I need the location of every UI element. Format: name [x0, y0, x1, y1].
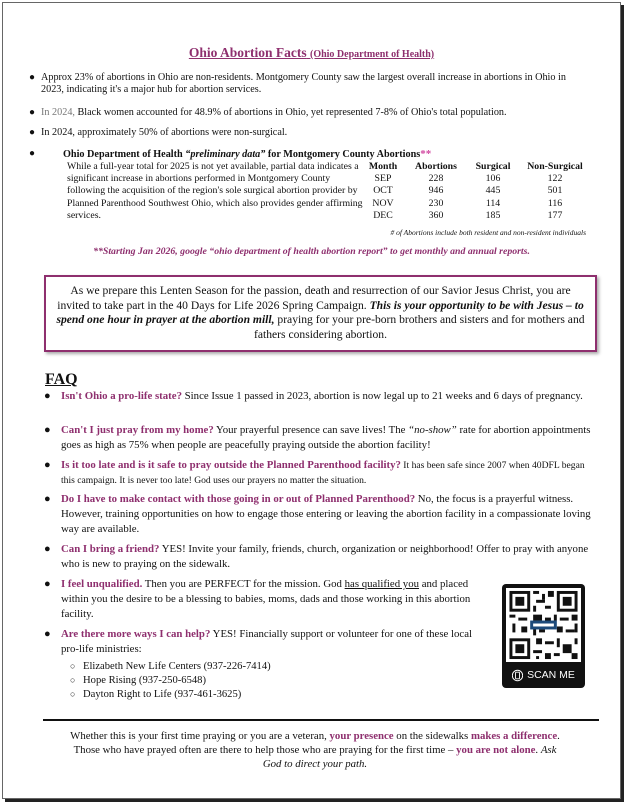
qr-code[interactable]	[502, 584, 585, 688]
faq-answer: YES! Financially support or volunteer for one of these local pro-life ministries:	[61, 628, 472, 656]
table-cell: 230	[428, 197, 444, 209]
faq-emphasis: “no-show”	[408, 424, 457, 436]
divider	[43, 719, 599, 721]
ministry-text: Hope Rising (937-250-6548)	[83, 675, 206, 686]
faq-item	[44, 577, 491, 623]
faq-item	[44, 423, 596, 453]
column-header: Month	[368, 161, 398, 172]
title-source: (Ohio Department of Health)	[309, 49, 435, 60]
abortion-stats-table	[362, 161, 592, 222]
circle-bullet-icon: ○	[70, 661, 76, 671]
faq-item	[44, 492, 596, 538]
table-footnote: # of Abortions include both resident and non-resident individuals	[390, 228, 586, 237]
faq-heading: FAQ	[45, 371, 78, 388]
faq-item	[44, 389, 596, 404]
table-cell: 177	[547, 209, 563, 221]
faq-item	[44, 627, 491, 657]
fact-text: Approx 23% of abortions in Ohio are non-residents. Montgomery County saw the largest overall increase in abortions in Ohio in 2023, indicating it's a major hub for abortion services.	[41, 72, 566, 96]
report-note: **Starting Jan 2026, google “ohio department of health abortion report” to get monthly and annual reports.	[93, 246, 530, 257]
table-cell: 228	[428, 173, 444, 185]
faq-question: Do I have to make contact with those going in or out of Planned Parenthood?	[61, 493, 416, 505]
ministry-text: Dayton Right to Life (937-461-3625)	[83, 689, 242, 700]
table-cell: 114	[485, 197, 501, 209]
data-heading-c: for Montgomery County Abortions	[265, 149, 421, 160]
bullet-icon: ●	[44, 390, 51, 402]
ministry-item	[70, 660, 271, 674]
faq-answer: YES! Invite your family, friends, church, organization or neighborhood! Offer to pray with anyone who is new to praying on the sidewalk.	[61, 543, 589, 571]
bullet-icon: ●	[44, 424, 51, 436]
faq-answer: No, the focus is a prayerful witness. However, training opportunities on how to engage those entering or leaving the abortion facility in a compassionate loving way are available.	[61, 493, 591, 536]
closing-emphasis: you are not alone	[456, 743, 536, 756]
table-cell: 116	[547, 197, 563, 209]
closing-italic: Ask God to direct your path.	[262, 743, 557, 770]
column-header: Abortions	[415, 161, 457, 172]
table-row	[362, 173, 592, 185]
table-cell: 185	[485, 209, 501, 221]
invitation-bold: This is your opportunity to be with Jesus – to spend one hour in prayer at the abortion mill,	[56, 298, 584, 327]
faq-question: Are there more ways I can help?	[61, 628, 211, 640]
qr-code-image[interactable]	[506, 588, 581, 662]
closing-text: Whether this is your first time praying or you are a veteran,	[70, 730, 330, 742]
ministry-item	[70, 688, 242, 702]
data-paragraph: While a full-year total for 2025 is not yet available, partial data indicates a significant increase in abortions performed in Montgomery County following the acquisition of the region's sole surgical abortion provider by Planned Parenthood Southwest Ohio, which also provides gender affirming services.	[67, 161, 363, 221]
table-row	[362, 198, 592, 210]
faq-question: Can I bring a friend?	[61, 543, 160, 555]
data-heading-b: “preliminary data”	[185, 149, 266, 160]
fact-text: In 2024, approximately 50% of abortions were non-surgical.	[41, 127, 288, 138]
table-cell: OCT	[373, 185, 393, 197]
column-header: Surgical	[475, 161, 511, 172]
phone-icon	[512, 669, 523, 682]
table-cell: 501	[547, 185, 563, 197]
title-main: Ohio Abortion Facts	[188, 45, 307, 60]
closing-text: on the sidewalks	[393, 730, 471, 742]
bullet-icon: ●	[29, 148, 36, 159]
fact-item	[29, 127, 586, 139]
table-cell: SEP	[374, 173, 392, 185]
closing-emphasis: makes a difference	[470, 730, 558, 742]
page-title	[3, 45, 620, 61]
invitation-box	[44, 275, 597, 352]
table-row	[362, 210, 592, 222]
circle-bullet-icon: ○	[70, 689, 76, 699]
ministry-item	[70, 674, 206, 688]
bullet-icon: ●	[29, 107, 36, 118]
faq-underline: has qualified you	[344, 578, 420, 590]
data-heading-stars: **	[420, 148, 432, 160]
faq-answer: Since Issue 1 passed in 2023, abortion is now legal up to 21 weeks and 6 days of pregnancy.	[181, 390, 583, 402]
faq-answer: Your prayerful presence can save lives! The	[213, 424, 409, 436]
table-cell: 445	[485, 185, 501, 197]
fact-text: Black women accounted for 48.9% of abortions in Ohio, yet represented 7-8% of Ohio's total population.	[74, 107, 507, 118]
faq-answer: It has been safe since 2007 when 40DFL began this campaign. It is never too late! God uses our prayers no matter the situation.	[61, 460, 585, 487]
faq-question: Is it too late and is it safe to pray outside the Planned Parenthood facility?	[61, 459, 401, 471]
faq-question: Isn't Ohio a pro-life state?	[61, 390, 182, 402]
bullet-icon: ●	[29, 127, 36, 138]
faq-item	[44, 458, 596, 488]
bullet-icon: ●	[44, 493, 51, 505]
circle-bullet-icon: ○	[70, 675, 76, 685]
table-cell: 122	[547, 173, 563, 185]
fact-prefix: In 2024,	[41, 107, 75, 118]
bullet-icon: ●	[44, 459, 51, 471]
faq-item	[44, 542, 596, 572]
table-row	[362, 185, 592, 197]
faq-question: I feel unqualified.	[61, 578, 143, 590]
table-cell: NOV	[372, 197, 394, 209]
bullet-icon: ●	[44, 578, 51, 590]
scan-me-label[interactable]	[502, 664, 585, 686]
flyer-page	[2, 2, 621, 799]
ministry-text: Elizabeth New Life Centers (937-226-7414)	[83, 661, 271, 672]
faq-answer: and placed within you the desire to be a blessing to babies, moms, dads and those working in this abortion facility.	[61, 578, 471, 621]
qr-pattern	[506, 588, 581, 662]
scan-me-text: SCAN ME	[527, 669, 575, 681]
bullet-icon: ●	[29, 72, 36, 83]
bullet-icon: ●	[44, 628, 51, 640]
bullet-icon: ●	[44, 543, 51, 555]
data-heading	[63, 148, 431, 160]
closing-text: . Those who have prayed often are there to help those who are praying for the first time –	[73, 730, 560, 756]
data-heading-a: Ohio Department of Health	[63, 149, 186, 160]
closing-message	[65, 730, 565, 771]
faq-question: Can't I just pray from my home?	[61, 424, 214, 436]
table-header-row	[362, 161, 592, 173]
invitation-text-b: praying for your pre-born brothers and sisters and for mothers and fathers considering abortion.	[254, 313, 585, 341]
table-cell: 106	[485, 173, 501, 185]
column-header: Non-Surgical	[527, 161, 583, 172]
faq-answer: Then you are PERFECT for the mission. God	[142, 578, 345, 590]
table-cell: 360	[428, 209, 444, 221]
closing-text: .	[535, 743, 541, 756]
faq-answer: rate for abortion appointments goes as high as 75% when people are peacefully praying outside the abortion facility!	[61, 424, 591, 452]
table-cell: 946	[428, 185, 444, 197]
table-cell: DEC	[373, 209, 393, 221]
closing-emphasis: your presence	[329, 730, 394, 742]
invitation-text-a: As we prepare this Lenten Season for the passion, death and resurrection of our Savior Jesus Christ, you are invited to take part in the 40 Days for Life 2026 Spring Campaign.	[57, 284, 571, 312]
fact-item	[29, 72, 586, 97]
fact-item	[29, 107, 586, 119]
